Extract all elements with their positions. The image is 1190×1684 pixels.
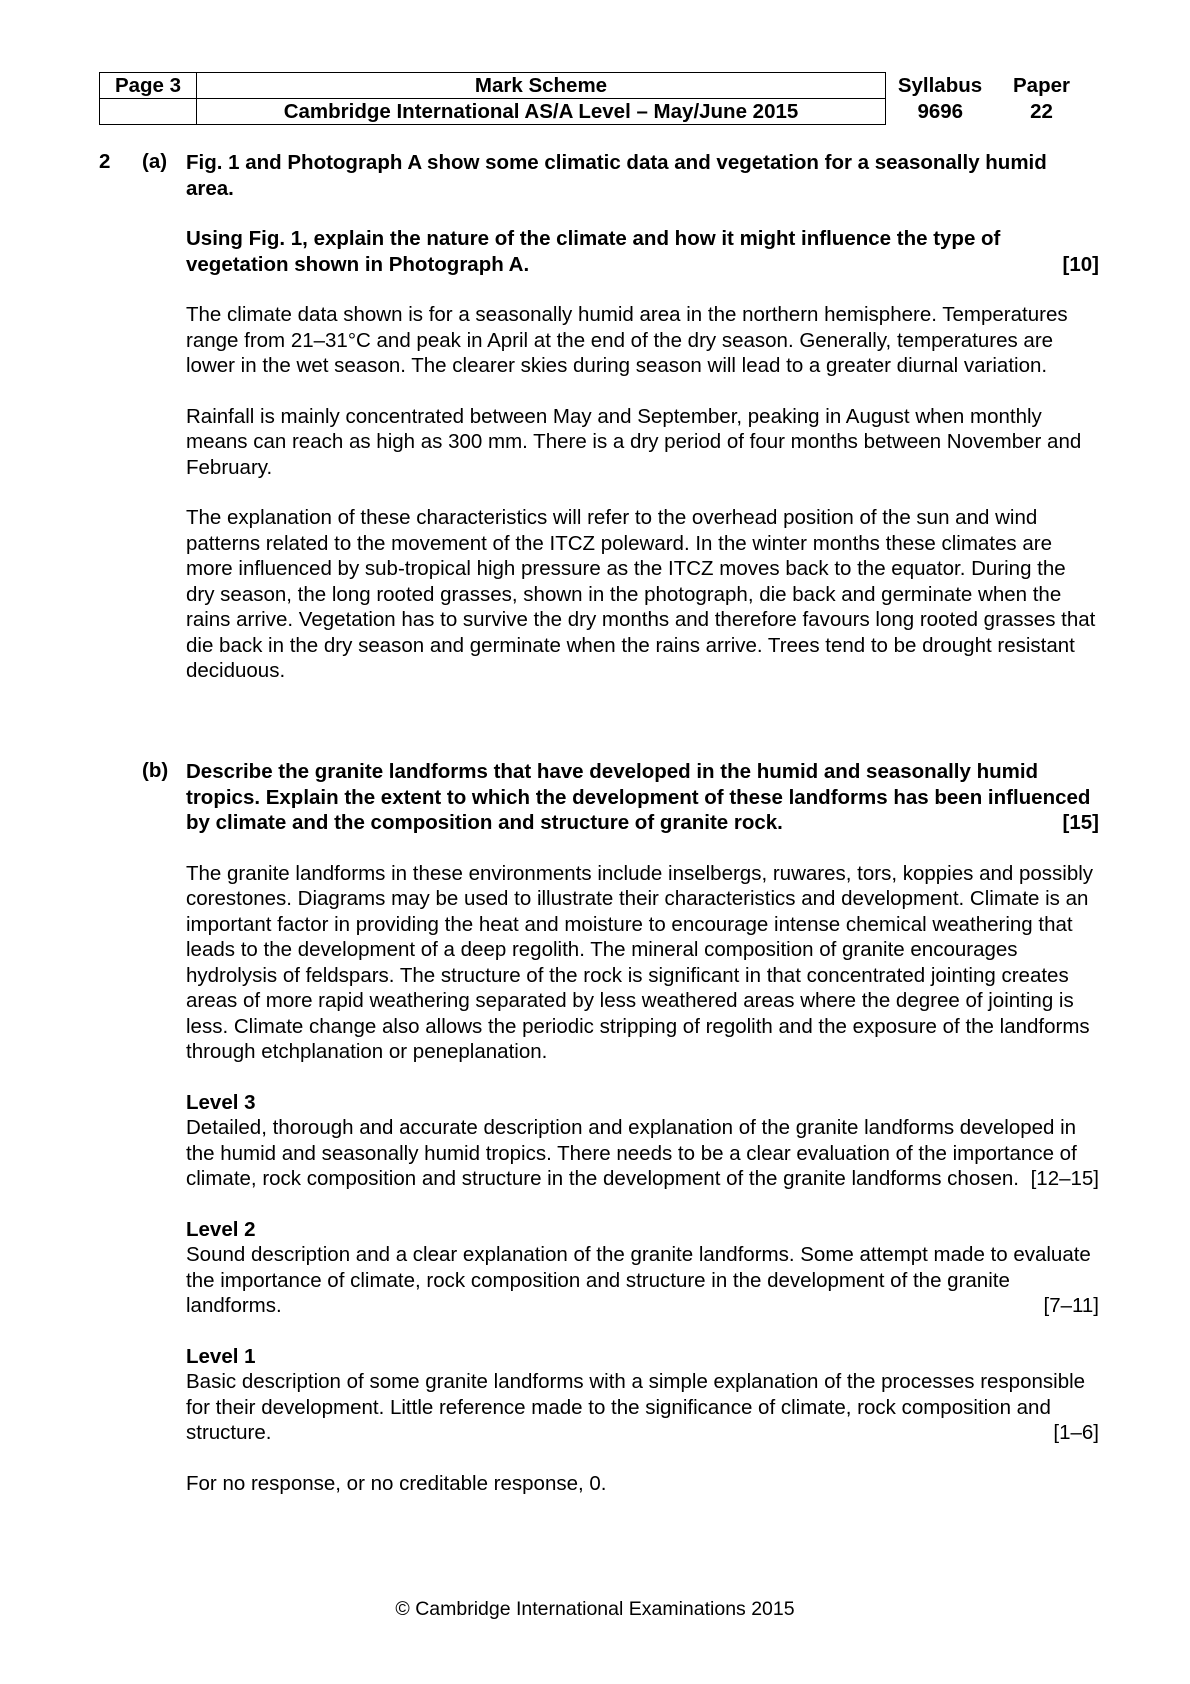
level-2-marks: [7–11] [1043,1294,1099,1317]
header-subtitle: Cambridge International AS/A Level – May/June 2015 [197,99,886,125]
part-b-answer: The granite landforms in these environments include inselbergs, ruwares, tors, koppies and possibly corestones. Diagrams may be used to illustrate their characteristics and development. Climate is an important factor in providing the heat and moisture to encourage intense chemical weathering that leads to the development of a deep regolith. The mineral composition of granite encourages hydrolysis of feldspars. The structure of the rock is significant in that concentrated jointing creates areas of more rapid weathering separated by less weathered areas where the degree of jointing is less. Climate change also allows the periodic stripping of regolith and the exposure of the landforms through etchplanation or peneplanation. [186,861,1094,1063]
header-title: Mark Scheme [197,73,886,99]
level-2-title: Level 2 [186,1217,256,1241]
level-3-description: Detailed, thorough and accurate description and explanation of the granite landforms developed in the humid and seasonally humid tropics. There needs to be a clear evaluation of the importance of climate, rock composition and structure in the development of the granite landforms chosen. [186,1116,1077,1190]
syllabus-label: Syllabus [897,74,983,97]
level-3-text [186,1115,1099,1192]
level-1-text [186,1369,1099,1446]
paper-value: 22 [1030,100,1053,123]
level-3-title: Level 3 [186,1090,256,1114]
question-number: 2 [99,150,111,173]
page-header [99,72,1099,125]
part-a-marks: [10] [1062,252,1099,276]
level-2-description: Sound description and a clear explanation of the granite landforms. Some attempt made to evaluate the importance of climate, rock composition and structure in the development of the granite landforms. [186,1243,1091,1317]
part-a-answer-1: The climate data shown is for a seasonally humid area in the northern hemisphere. Temperatures range from 21–31°C and peak in April at the end of the dry season. Generally, temperatures are lower in the wet season. The clearer skies during season will lead to a greater diurnal variation. [186,303,1068,377]
header-table [99,72,1089,125]
part-a-prompt-text: Using Fig. 1, explain the nature of the climate and how it might influence the type of vegetation shown in Photograph A. [186,227,1001,276]
part-b-prompt-text: Describe the granite landforms that have developed in the humid and seasonally humid tropics. Explain the extent to which the development of these landforms has been influenced by climate and the composition and structure of granite rock. [186,760,1091,834]
part-a-prompt [186,226,1099,277]
part-b-prompt [186,759,1099,836]
part-a-answer-3: The explanation of these characteristics will refer to the overhead position of the sun and wind patterns related to the movement of the ITCZ poleward. In the winter months these climates are more influenced by sub-tropical high pressure as the ITCZ moves back to the equator. During the dry season, the long rooted grasses, shown in the photograph, die back and germinate when the rains arrive. Vegetation has to survive the dry months and therefore favours long rooted grasses that die back in the dry season and germinate when the rains arrive. Trees tend to be drought resistant deciduous. [186,506,1096,682]
page-number: Page 3 [100,73,197,99]
part-b-label: (b) [142,759,169,782]
part-a-section [186,150,1099,709]
header-empty-cell [100,99,197,125]
level-1-description: Basic description of some granite landforms with a simple explanation of the processes responsible for their development. Little reference made to the significance of climate, rock composition and structure. [186,1370,1086,1444]
syllabus-value: 9696 [917,100,964,123]
level-3-marks: [12–15] [1030,1167,1099,1190]
part-a-stem: Fig. 1 and Photograph A show some climatic data and vegetation for a seasonally humid area. [186,151,1047,200]
part-b-marks: [15] [1062,811,1099,834]
level-1-marks: [1–6] [1053,1421,1099,1444]
part-a-label: (a) [142,150,168,173]
paper-label: Paper [1013,74,1070,97]
no-response-note: For no response, or no creditable response, 0. [186,1471,607,1495]
level-2-text [186,1242,1099,1319]
part-a-answer-2: Rainfall is mainly concentrated between May and September, peaking in August when monthly means can reach as high as 300 mm. There is a dry period of four months between November and February. [186,404,1082,479]
page-footer: © Cambridge International Examinations 2015 [395,1598,795,1620]
level-1-title: Level 1 [186,1344,256,1368]
part-b-section [186,759,1099,1496]
